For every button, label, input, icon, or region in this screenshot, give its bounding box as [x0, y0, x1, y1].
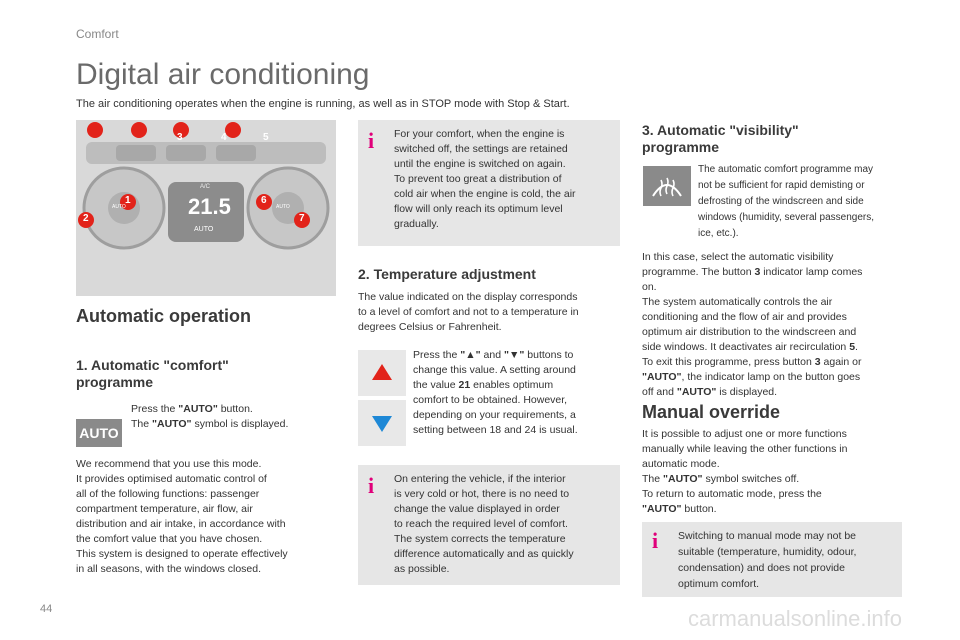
- visibility-text: In this case, select the automatic visibility programme. The button 3 indicator lamp comes on. The system automatically controls the air conditioning and the flow of air and provides optimum air distribution to the windscreen and side windows. It deactivates air recirculation 5. To exit this programme, press button 3 again or "AUTO", the indicator lamp on the button goes off and "AUTO" is displayed.: [642, 251, 863, 398]
- section-label: Comfort: [76, 27, 119, 41]
- intro-text: The air conditioning operates when the engine is running, as well as in STOP mode with Stop & Start.: [76, 98, 570, 110]
- note-comfort-text: For your comfort, when the engine is switched off, the settings are retained until the engine is switched on again. To prevent too great a distribution of cold air when the engine is cold, the air flow will only reach its optimum level gradually.: [394, 128, 576, 230]
- recommend-text: We recommend that you use this mode. It provides optimised automatic control of all of the following functions: passenger compartment temperature, air flow, air distribution and air intake, in accordance with the comfort value that you have chosen. This system is designed to operate effectively in all seasons, with the windows closed.: [76, 458, 288, 575]
- down-arrow-icon: [358, 400, 406, 446]
- defrost-icon: [643, 166, 691, 206]
- temperature-press-text: Press the "▲" and "▼" buttons to change this value. A setting around the value 21 enables optimum comfort to be obtained. However, depending on your requirements, a setting between 18 and 24 is usual.: [413, 349, 578, 436]
- temperature-text: The value indicated on the display corresponds to a level of comfort and not to a temperature in degrees Celsius or Fahrenheit.: [358, 291, 579, 333]
- callout-7: 7: [299, 213, 305, 224]
- manual-text: It is possible to adjust one or more functions manually while leaving the other functions in automatic mode. The "AUTO" symbol switches off. To return to automatic mode, press the "AUTO" button.: [642, 428, 848, 515]
- comfort-programme-heading: 1. Automatic "comfort" programme: [76, 357, 229, 390]
- visibility-heading: 3. Automatic "visibility" programme: [642, 122, 799, 155]
- display-auto-label: AUTO: [194, 226, 214, 233]
- watermark: carmanualsonline.info: [687, 606, 902, 631]
- up-arrow-icon: [358, 350, 406, 396]
- callout-2: 2: [83, 213, 89, 224]
- knob-auto-label-right: AUTO: [276, 204, 290, 210]
- note-manual-text: Switching to manual mode may not be suitable (temperature, humidity, odour, condensation) and does not provide optimum comfort.: [678, 530, 857, 590]
- temperature-heading: 2. Temperature adjustment: [358, 266, 536, 282]
- info-icon: i: [368, 128, 375, 153]
- auto-button-icon: AUTO: [76, 419, 122, 447]
- windscreen-demist-icon: [643, 166, 691, 206]
- callout-4: 4: [221, 132, 227, 143]
- page-title: Digital air conditioning: [76, 58, 370, 91]
- display-ac-label: A/C: [200, 184, 211, 190]
- knob-auto-label: AUTO: [112, 204, 126, 210]
- automatic-operation-heading: Automatic operation: [76, 306, 252, 326]
- info-icon: i: [368, 473, 375, 498]
- note-manual-box: [642, 522, 902, 597]
- info-icon: i: [652, 528, 659, 553]
- visibility-icon-text: The automatic comfort programme may not be sufficient for rapid demisting or defrosting of the windscreen and side windows (humidity, several passengers, ice, etc.).: [698, 164, 875, 239]
- note-entering-text: On entering the vehicle, if the interior is very cold or hot, there is no need to change the value displayed in order to reach the required level of comfort. The system corrects the temperature difference automatically and as quickly as possible.: [394, 473, 574, 575]
- callout-1: 1: [125, 195, 131, 206]
- callout-6: 6: [261, 195, 267, 206]
- display-temperature: 21.5: [188, 194, 231, 219]
- callout-3: 3: [177, 132, 183, 143]
- callout-5: 5: [263, 132, 269, 143]
- manual-override-heading: Manual override: [642, 402, 781, 422]
- up-arrow-button-image: [358, 350, 406, 396]
- press-auto-text: Press the "AUTO" button. The "AUTO" symbol is displayed.: [131, 403, 289, 430]
- note-comfort-box: [358, 120, 620, 246]
- note-entering-box: [358, 465, 620, 585]
- down-arrow-button-image: [358, 400, 406, 446]
- page-number: 44: [40, 603, 53, 615]
- control-panel-image: [76, 120, 336, 296]
